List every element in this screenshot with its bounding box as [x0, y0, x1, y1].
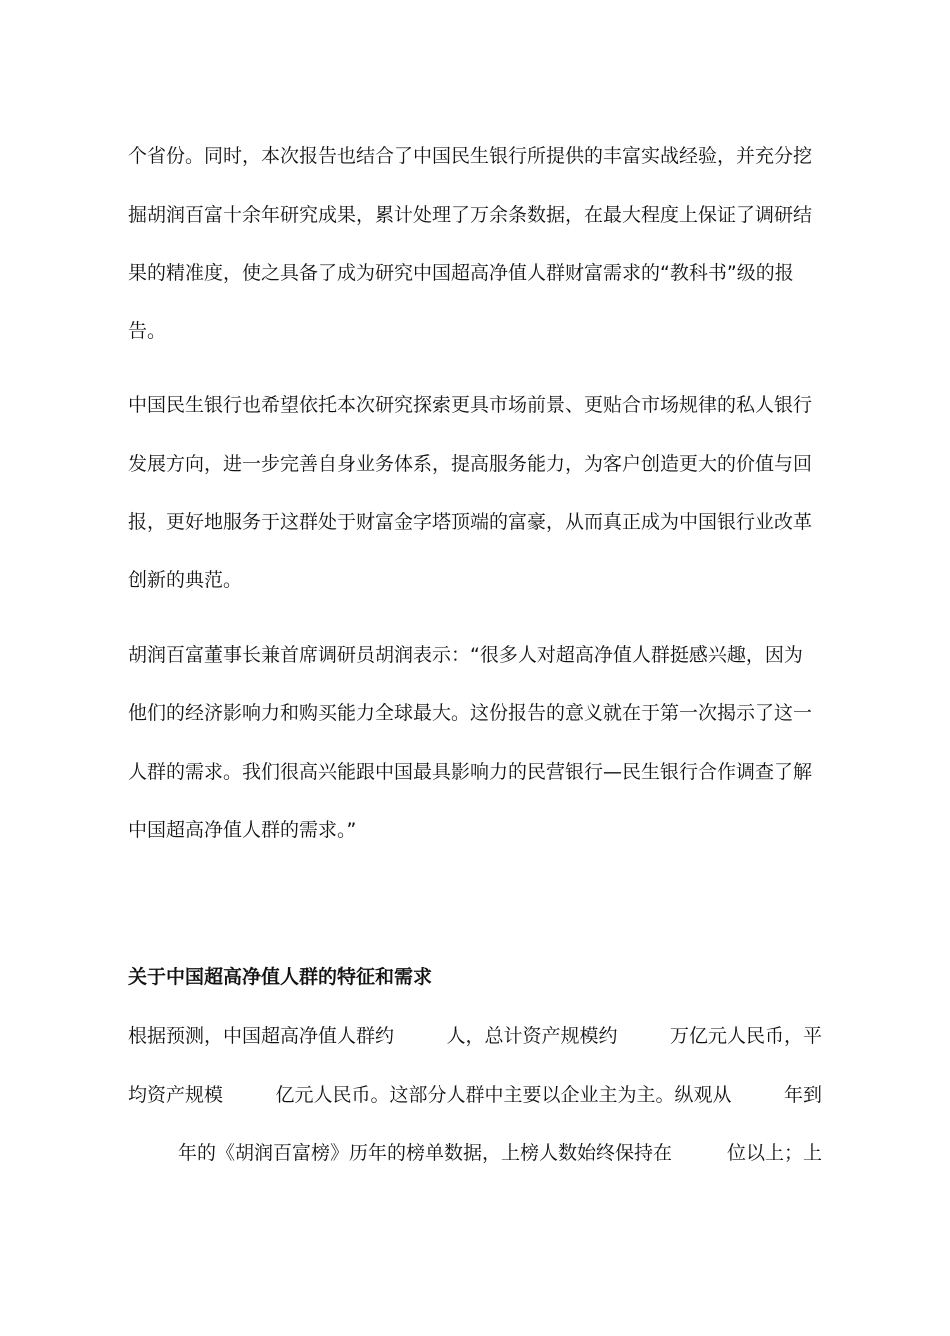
paragraph4-line-1-part-a: 根据预测，中国超高净值人群约 — [128, 1025, 395, 1047]
paragraph3-line-3: 人群的需求。我们很高兴能跟中国最具影响力的民营银行—民生银行合作调查了解 — [128, 761, 813, 783]
paragraph1-line-2: 掘胡润百富十余年研究成果，累计处理了万余条数据，在最大程度上保证了调研结 — [128, 204, 813, 226]
paragraph4-line-3-part-a: 年的《胡润百富榜》历年的榜单数据，上榜人数始终保持在 — [178, 1142, 673, 1164]
paragraph3-line-2: 他们的经济影响力和购买能力全球最大。这份报告的意义就在于第一次揭示了这一 — [128, 702, 813, 724]
paragraph2-line-4: 创新的典范。 — [128, 569, 243, 591]
paragraph4-line-1-part-c: 万亿元人民币，平 — [669, 1025, 822, 1047]
paragraph4-line-2 — [128, 1083, 822, 1107]
paragraph4-line-3 — [128, 1141, 822, 1165]
paragraph4-line-1 — [128, 1024, 822, 1048]
paragraph4-line-2-part-b: 亿元人民币。这部分人群中主要以企业主为主。纵观从 — [275, 1084, 732, 1106]
paragraph1-line-3: 果的精准度，使之具备了成为研究中国超高净值人群财富需求的“教科书”级的报 — [128, 262, 794, 284]
paragraph4-line-2-part-c: 年到 — [783, 1084, 822, 1106]
paragraph1-line-4: 告。 — [128, 320, 167, 342]
paragraph4-line-3-part-b: 位以上；上 — [726, 1142, 822, 1164]
paragraph4-line-2-part-a: 均资产规模 — [128, 1084, 224, 1106]
paragraph2-line-2: 发展方向，进一步完善自身业务体系，提高服务能力，为客户创造更大的价值与回 — [128, 453, 813, 475]
section-heading: 关于中国超高净值人群的特征和需求 — [128, 966, 433, 988]
paragraph3-line-1: 胡润百富董事长兼首席调研员胡润表示：“很多人对超高净值人群挺感兴趣，因为 — [128, 644, 803, 666]
paragraph3-line-4: 中国超高净值人群的需求。” — [128, 819, 357, 841]
paragraph4-line-1-part-b: 人，总计资产规模约 — [446, 1025, 618, 1047]
paragraph1-line-1: 个省份。同时，本次报告也结合了中国民生银行所提供的丰富实战经验，并充分挖 — [128, 145, 813, 167]
paragraph2-line-1: 中国民生银行也希望依托本次研究探索更具市场前景、更贴合市场规律的私人银行 — [128, 394, 813, 416]
paragraph2-line-3: 报，更好地服务于这群处于财富金字塔顶端的富豪，从而真正成为中国银行业改革 — [128, 511, 813, 533]
